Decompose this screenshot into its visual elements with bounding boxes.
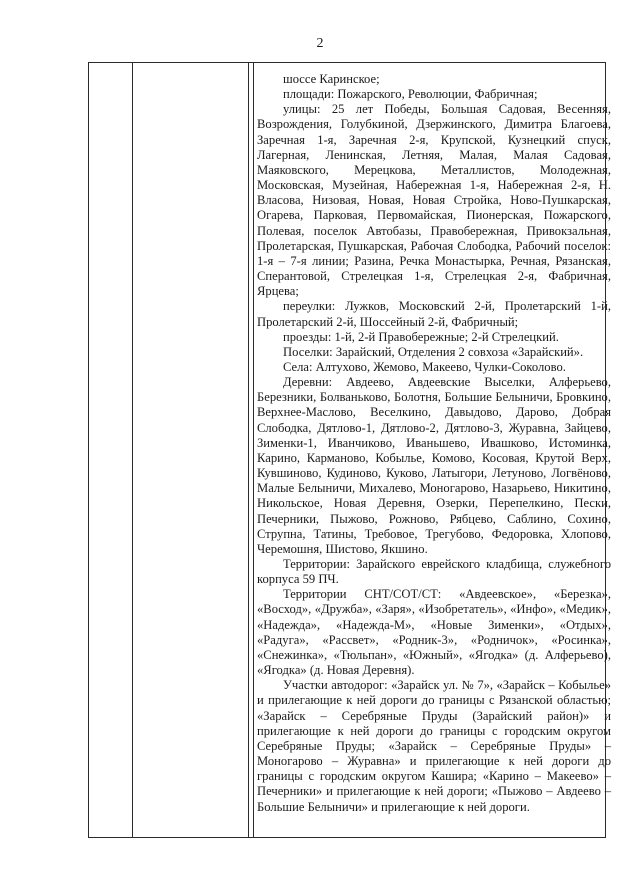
road-sections-paragraph: Участки автодорог: «Зарайск ул. № 7», «Зарайск – Кобылье» и прилегающие к ней дороги до границы с Рязанской областью; «Зарайск – Серебряные Пруды (Зарайский район)» и прилегающие к ней дороги до границы с городским округом Серебряные Пруды; «Зарайск – Серебряные Пруды» – Моногарово – Журавна» и прилегающие к ней дороги до границы с городским округом Кашира; «Карино – Макеево» – Печерники» и прилегающие к ней дороги; «Пыжово – Авдеево – Большие Белыничи» и прилегающие к ней дороги.	[257, 678, 611, 814]
villages-line: Села: Алтухово, Жемово, Макеево, Чулки-Соколово.	[283, 359, 566, 374]
lanes-paragraph: переулки: Лужков, Московский 2-й, Пролетарский 1-й, Пролетарский 2-й, Шоссейный 2-й, Фабричный;	[257, 299, 611, 329]
table-bottom-border	[88, 837, 606, 838]
address-list-cell	[257, 72, 611, 815]
column-divider-3	[253, 62, 254, 838]
column-divider-1	[132, 62, 133, 838]
settlements-line: Поселки: Зарайский, Отделения 2 совхоза «Зарайский».	[283, 344, 584, 359]
territories-paragraph: Территории: Зарайского еврейского кладбища, служебного корпуса 59 ПЧ.	[257, 557, 611, 587]
page-number: 2	[316, 36, 324, 51]
squares-line: площади: Пожарского, Революции, Фабричная;	[283, 87, 538, 102]
hamlets-paragraph: Деревни: Авдеево, Авдеевские Выселки, Алферьево, Березники, Болваньково, Болотня, Большие Белыничи, Бровкино, Верхнее-Маслово, Веселкино, Давыдово, Дарово, Добрая Слободка, Дятлово-1, Дятлово-2, Дятлово-3, Журавна, Зайцево, Зименки-1, Иванчиково, Иваньшево, Ивашково, Истоминка, Карино, Карманово, Кобылье, Комово, Косовая, Крутой Верх, Кувшиново, Кудиново, Куково, Латыгори, Летуново, Логвёново, Малые Белыничи, Михалево, Моногарово, Назарьево, Никитино, Никольское, Новая Деревня, Озерки, Перепелкино, Пески, Печерники, Пыжово, Рожново, Рябцево, Саблино, Сохино, Струпна, Татины, Требовое, Трегубово, Федоровка, Хлопово, Черемошня, Шистово, Якшино.	[257, 375, 611, 556]
table-left-border	[88, 62, 89, 838]
streets-paragraph: улицы: 25 лет Победы, Большая Садовая, Весенняя, Возрождения, Голубкиной, Дзержинского, Димитра Благоева, Заречная 1-я, Заречная 2-я, Крупской, Кузнецкий спуск, Лагерная, Ленинская, Летняя, Малая, Малая Садовая, Маяковского, Мерецкова, Металлистов, Молодежная, Московская, Музейная, Набережная 1-я, Набережная 2-я, Н. Власова, Низовая, Новая, Новая Стройка, Ново-Пушкарская, Огарева, Парковая, Первомайская, Пионерская, Пожарского, Полевая, поселок Автобазы, Правобережная, Привокзальная, Пролетарская, Пушкарская, Рабочая Слободка, Рабочий поселок: 1-я – 7-я линии; Разина, Речка Монастырка, Речная, Рязанская, Сперантовой, Стрелецкая 1-я, Стрелецкая 2-я, Фабричная, Ярцева;	[257, 102, 611, 299]
table-top-border	[88, 62, 606, 63]
gardening-territories-paragraph: Территории СНТ/СОТ/СТ: «Авдеевское», «Березка», «Восход», «Дружба», «Заря», «Изобретатель», «Инфо», «Медик», «Надежда», «Надежда-М», «Новые Зименки», «Отдых», «Радуга», «Рассвет», «Родник-3», «Родничок», «Росинка», «Снежинка», «Тюльпан», «Южный», «Ягодка» (д. Алферьево), «Ягодка» (д. Новая Деревня).	[257, 587, 611, 678]
column-divider-2	[248, 62, 249, 838]
highway-line: шоссе Каринское;	[283, 72, 380, 86]
passages-line: проезды: 1-й, 2-й Правобережные; 2-й Стрелецкий.	[283, 329, 559, 344]
